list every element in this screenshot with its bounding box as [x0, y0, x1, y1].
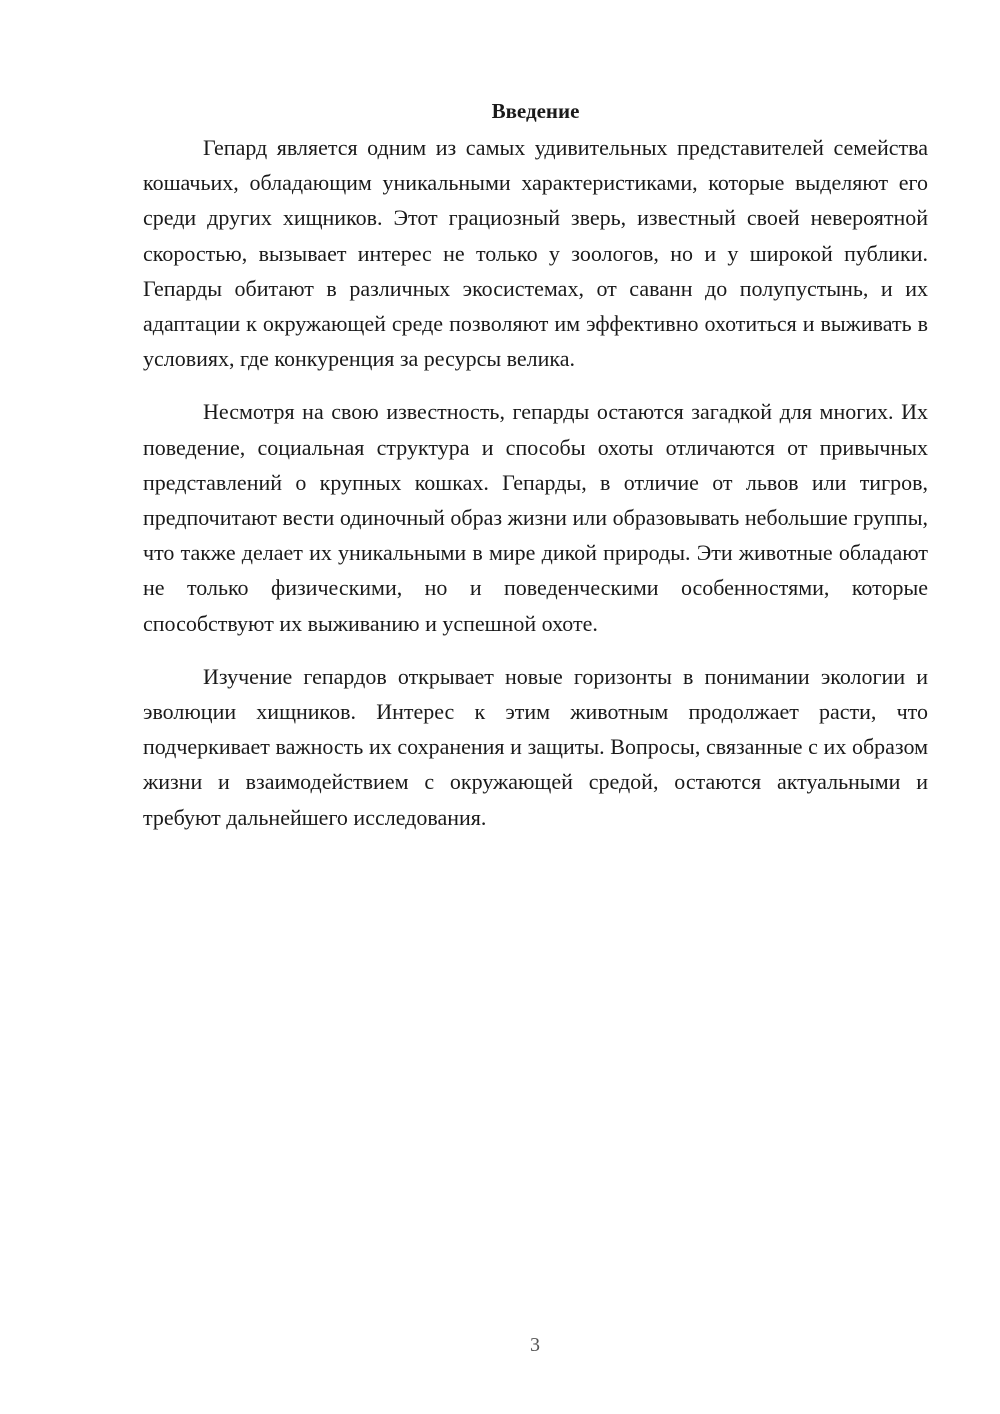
paragraph-2: Несмотря на свою известность, гепарды остаются загадкой для многих. Их поведение, социальная структура и способы охоты отличаются от привычных представлений о крупных кошках. Гепарды, в отличие от львов или тигров, предпочитают вести одиночный образ жизни или образовывать небольшие группы, что также делает их уникальными в мире дикой природы. Эти животные обладают не только физическими, но и поведенческими особенностями, которые способствуют их выживанию и успешной охоте. [143, 399, 928, 636]
section-heading: Введение [491, 99, 580, 123]
page-content [143, 96, 928, 853]
paragraph-3: Изучение гепардов открывает новые горизонты в понимании экологии и эволюции хищников. Интерес к этим животным продолжает расти, что подчеркивает важность их сохранения и защиты. Вопросы, связанные с их образом жизни и взаимодействием с окружающей средой, остаются актуальными и требуют дальнейшего исследования. [143, 663, 928, 830]
paragraph-1: Гепард является одним из самых удивительных представителей семейства кошачьих, обладающим уникальными характеристиками, которые выделяют его среди других хищников. Этот грациозный зверь, известный своей невероятной скоростью, вызывает интерес не только у зоологов, но и у широкой публики. Гепарды обитают в различных экосистемах, от саванн до полупустынь, и их адаптации к окружающей среде позволяют им эффективно охотиться и выживать в условиях, где конкуренция за ресурсы велика. [143, 135, 928, 372]
page-number: 3 [530, 1334, 540, 1356]
